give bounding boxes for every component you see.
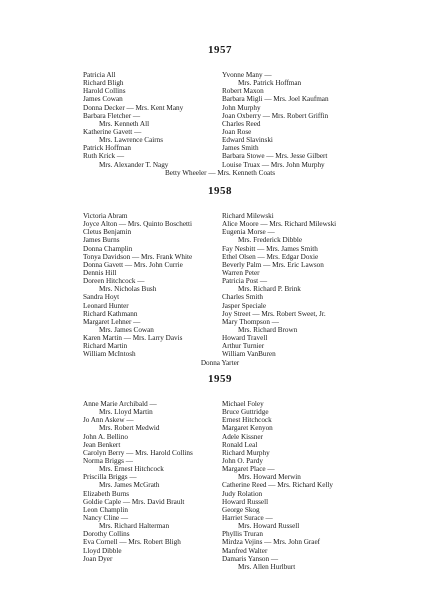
name-entry: Barbara Stowe — Mrs. Jesse Gilbert — [222, 152, 328, 161]
name-entry: Catherine Reed — Mrs. Richard Kelly — [222, 481, 333, 490]
name-entry: Doreen Hitchcock — — [83, 277, 145, 286]
name-entry: Mary Thompson — — [222, 317, 279, 326]
name-entry: Michael Foley — [222, 400, 264, 408]
name-entry: Joan Oxberry — Mrs. Robert Griffin — [222, 111, 329, 120]
name-entry: Richard Kathmann — [83, 309, 138, 318]
name-entry: Harriet Surace — — [222, 513, 273, 522]
names-right-1958 — [222, 212, 336, 359]
name-entry: Elizabeth Burns — [83, 489, 130, 498]
names-tail-1958: Donna Yarter — [200, 359, 240, 367]
name-entry: Robert Maxon — [222, 87, 264, 96]
name-entry: Judy Rolation — [222, 489, 263, 498]
name-entry: Priscilla Briggs — — [83, 473, 137, 482]
name-entry: Barbara Migli — Mrs. Joel Kaufman — [222, 95, 329, 104]
name-entry: Mrs. Lawrence Cairns — [99, 136, 164, 145]
name-entry: Richard Martin — [83, 342, 128, 351]
name-entry: Carolyn Berry — Mrs. Harold Collins — [83, 448, 193, 457]
name-entry: Leon Champlin — [83, 505, 128, 514]
name-entry: John Murphy — [222, 103, 261, 112]
year-heading-1959: 1959 — [208, 373, 232, 385]
year-heading-1957: 1957 — [208, 44, 232, 56]
name-entry: Victoria Abram — [83, 212, 128, 220]
name-entry: John A. Bellino — [83, 432, 128, 441]
name-entry: Katherine Gavett — — [83, 127, 142, 136]
name-entry: John O. Pardy — [222, 456, 263, 465]
names-left-1958 — [83, 212, 192, 359]
name-entry: Howard Russell — [222, 497, 269, 506]
name-entry: Donna Decker — Mrs. Kent Many — [83, 103, 184, 112]
name-entry: Patrick Hoffman — [83, 144, 131, 153]
name-entry: George Skog — [222, 505, 260, 514]
name-entry: Charles Smith — [222, 293, 263, 302]
name-entry: Warren Peter — [222, 268, 260, 277]
name-entry: Bruce Guttridge — [222, 408, 269, 417]
name-entry: Mirdza Vejins — Mrs. John Graef — [222, 538, 321, 547]
name-entry: Goldie Caple — Mrs. David Brault — [83, 497, 185, 506]
name-entry: Mrs. Lloyd Martin — [99, 408, 153, 417]
name-entry: Donna Champlin — [83, 244, 133, 253]
name-entry: William VanBuren — [222, 350, 276, 359]
name-entry: Ronald Leal — [222, 440, 258, 449]
name-entry: Mrs. James Cowan — [99, 325, 154, 334]
name-entry: Manfred Walter — [222, 546, 268, 555]
name-entry: Sandra Hoyt — [83, 293, 120, 302]
name-entry: Edward Slavinski — [222, 136, 273, 145]
name-entry: Joyce Alton — Mrs. Quinto Boschetti — [83, 220, 193, 229]
year-heading-1958: 1958 — [208, 185, 232, 197]
name-entry: Mrs. Howard Merwin — [238, 473, 301, 482]
name-entry: Mrs. Richard Brown — [238, 325, 298, 334]
names-right-1957 — [222, 71, 329, 169]
name-entry: Joy Street — Mrs. Robert Sweet, Jr. — [222, 309, 326, 318]
name-entry: Dorothy Collins — [83, 530, 130, 539]
name-entry: Mrs. Howard Russell — [238, 522, 300, 531]
name-entry: James Smith — [222, 144, 259, 153]
names-tail-1957: Betty Wheeler — Mrs. Kenneth Coats — [164, 169, 276, 177]
name-entry: Eugenia Morse — — [222, 228, 275, 237]
name-entry: Harold Collins — [83, 87, 126, 96]
name-entry: Nancy Cline — — [83, 513, 129, 522]
name-entry: Cletus Benjamin — [83, 228, 132, 237]
name-entry: Mrs. Patrick Hoffman — [238, 79, 302, 88]
name-entry: Adele Kissner — [222, 432, 263, 441]
name-entry: Mrs. Frederick Dibble — [238, 236, 303, 245]
name-entry: Jo Ann Askew — — [83, 416, 134, 425]
name-entry: Eva Cornell — Mrs. Robert Bligh — [83, 538, 181, 547]
name-entry: Barbara Fletcher — — [83, 111, 141, 120]
name-entry: Louise Truax — Mrs. John Murphy — [222, 160, 325, 169]
name-entry: Richard Murphy — [222, 448, 270, 457]
name-entry: Fay Nesbitt — Mrs. James Smith — [222, 244, 318, 253]
name-entry: Margaret Lehner — — [83, 317, 141, 326]
name-entry: James Cowan — [83, 95, 123, 104]
name-entry: Richard Bligh — [83, 79, 124, 88]
name-entry: Beverly Palm — Mrs. Eric Lawson — [222, 260, 324, 269]
name-entry: Margaret Place — — [222, 465, 275, 474]
name-entry: Damaris Yanson — — [222, 554, 279, 563]
name-entry: Mrs. Richard Halterman — [99, 522, 170, 531]
name-entry: Mrs. James McGrath — [99, 481, 160, 490]
name-entry: Arthur Turnier — [222, 342, 265, 351]
name-entry: Howard Travell — [222, 334, 268, 343]
name-entry: Dennis Hill — [83, 268, 117, 277]
names-right-1959 — [222, 400, 333, 571]
name-entry: Ernest Hitchcock — [222, 416, 272, 425]
name-entry: Mrs. Robert Medwid — [99, 424, 160, 433]
names-left-1957 — [83, 71, 183, 169]
name-entry: Donna Gavett — Mrs. John Currie — [83, 260, 183, 269]
name-entry: Joan Rose — [222, 127, 252, 136]
name-entry: Leonard Hunter — [83, 301, 129, 310]
name-entry: Tonya Davidson — Mrs. Frank White — [83, 252, 193, 261]
name-entry: Mrs. Richard P. Brink — [238, 285, 301, 294]
name-entry: Margaret Kenyon — [222, 424, 273, 433]
name-entry: Jasper Speciale — [222, 301, 267, 310]
name-entry: Mrs. Allen Hurlburt — [238, 562, 296, 571]
name-entry: James Burns — [83, 236, 120, 245]
name-entry: Charles Reed — [222, 119, 261, 128]
name-entry: Mrs. Nicholas Bush — [99, 285, 157, 294]
name-entry: Ethel Olsen — Mrs. Edgar Doxie — [222, 252, 319, 261]
name-entry: Norma Briggs — — [83, 456, 133, 465]
name-entry: Karen Martin — Mrs. Larry Davis — [83, 334, 183, 343]
name-entry: Jean Benkert — [83, 440, 121, 449]
name-entry: Mrs. Ernest Hitchcock — [99, 465, 164, 474]
name-entry: Lloyd Dibble — [83, 546, 122, 555]
name-entry: Phyllis Truran — [222, 530, 263, 539]
name-entry: Anne Marie Archibald — — [83, 400, 157, 408]
name-entry: Joan Dyer — [83, 554, 113, 563]
name-entry: Yvonne Many — — [222, 71, 272, 79]
name-entry: Patricia All — [83, 71, 116, 79]
name-entry: Mrs. Kenneth All — [99, 119, 150, 128]
name-entry: Richard Milewski — [222, 212, 274, 220]
name-entry: Ruth Krick — — [83, 152, 125, 161]
name-entry: William McIntosh — [83, 350, 136, 359]
name-entry: Patricia Post — — [222, 277, 268, 286]
name-entry: Alice Moore — Mrs. Richard Milewski — [222, 220, 337, 229]
name-entry: Mrs. Alexander T. Nagy — [99, 160, 169, 169]
names-left-1959 — [83, 400, 193, 563]
